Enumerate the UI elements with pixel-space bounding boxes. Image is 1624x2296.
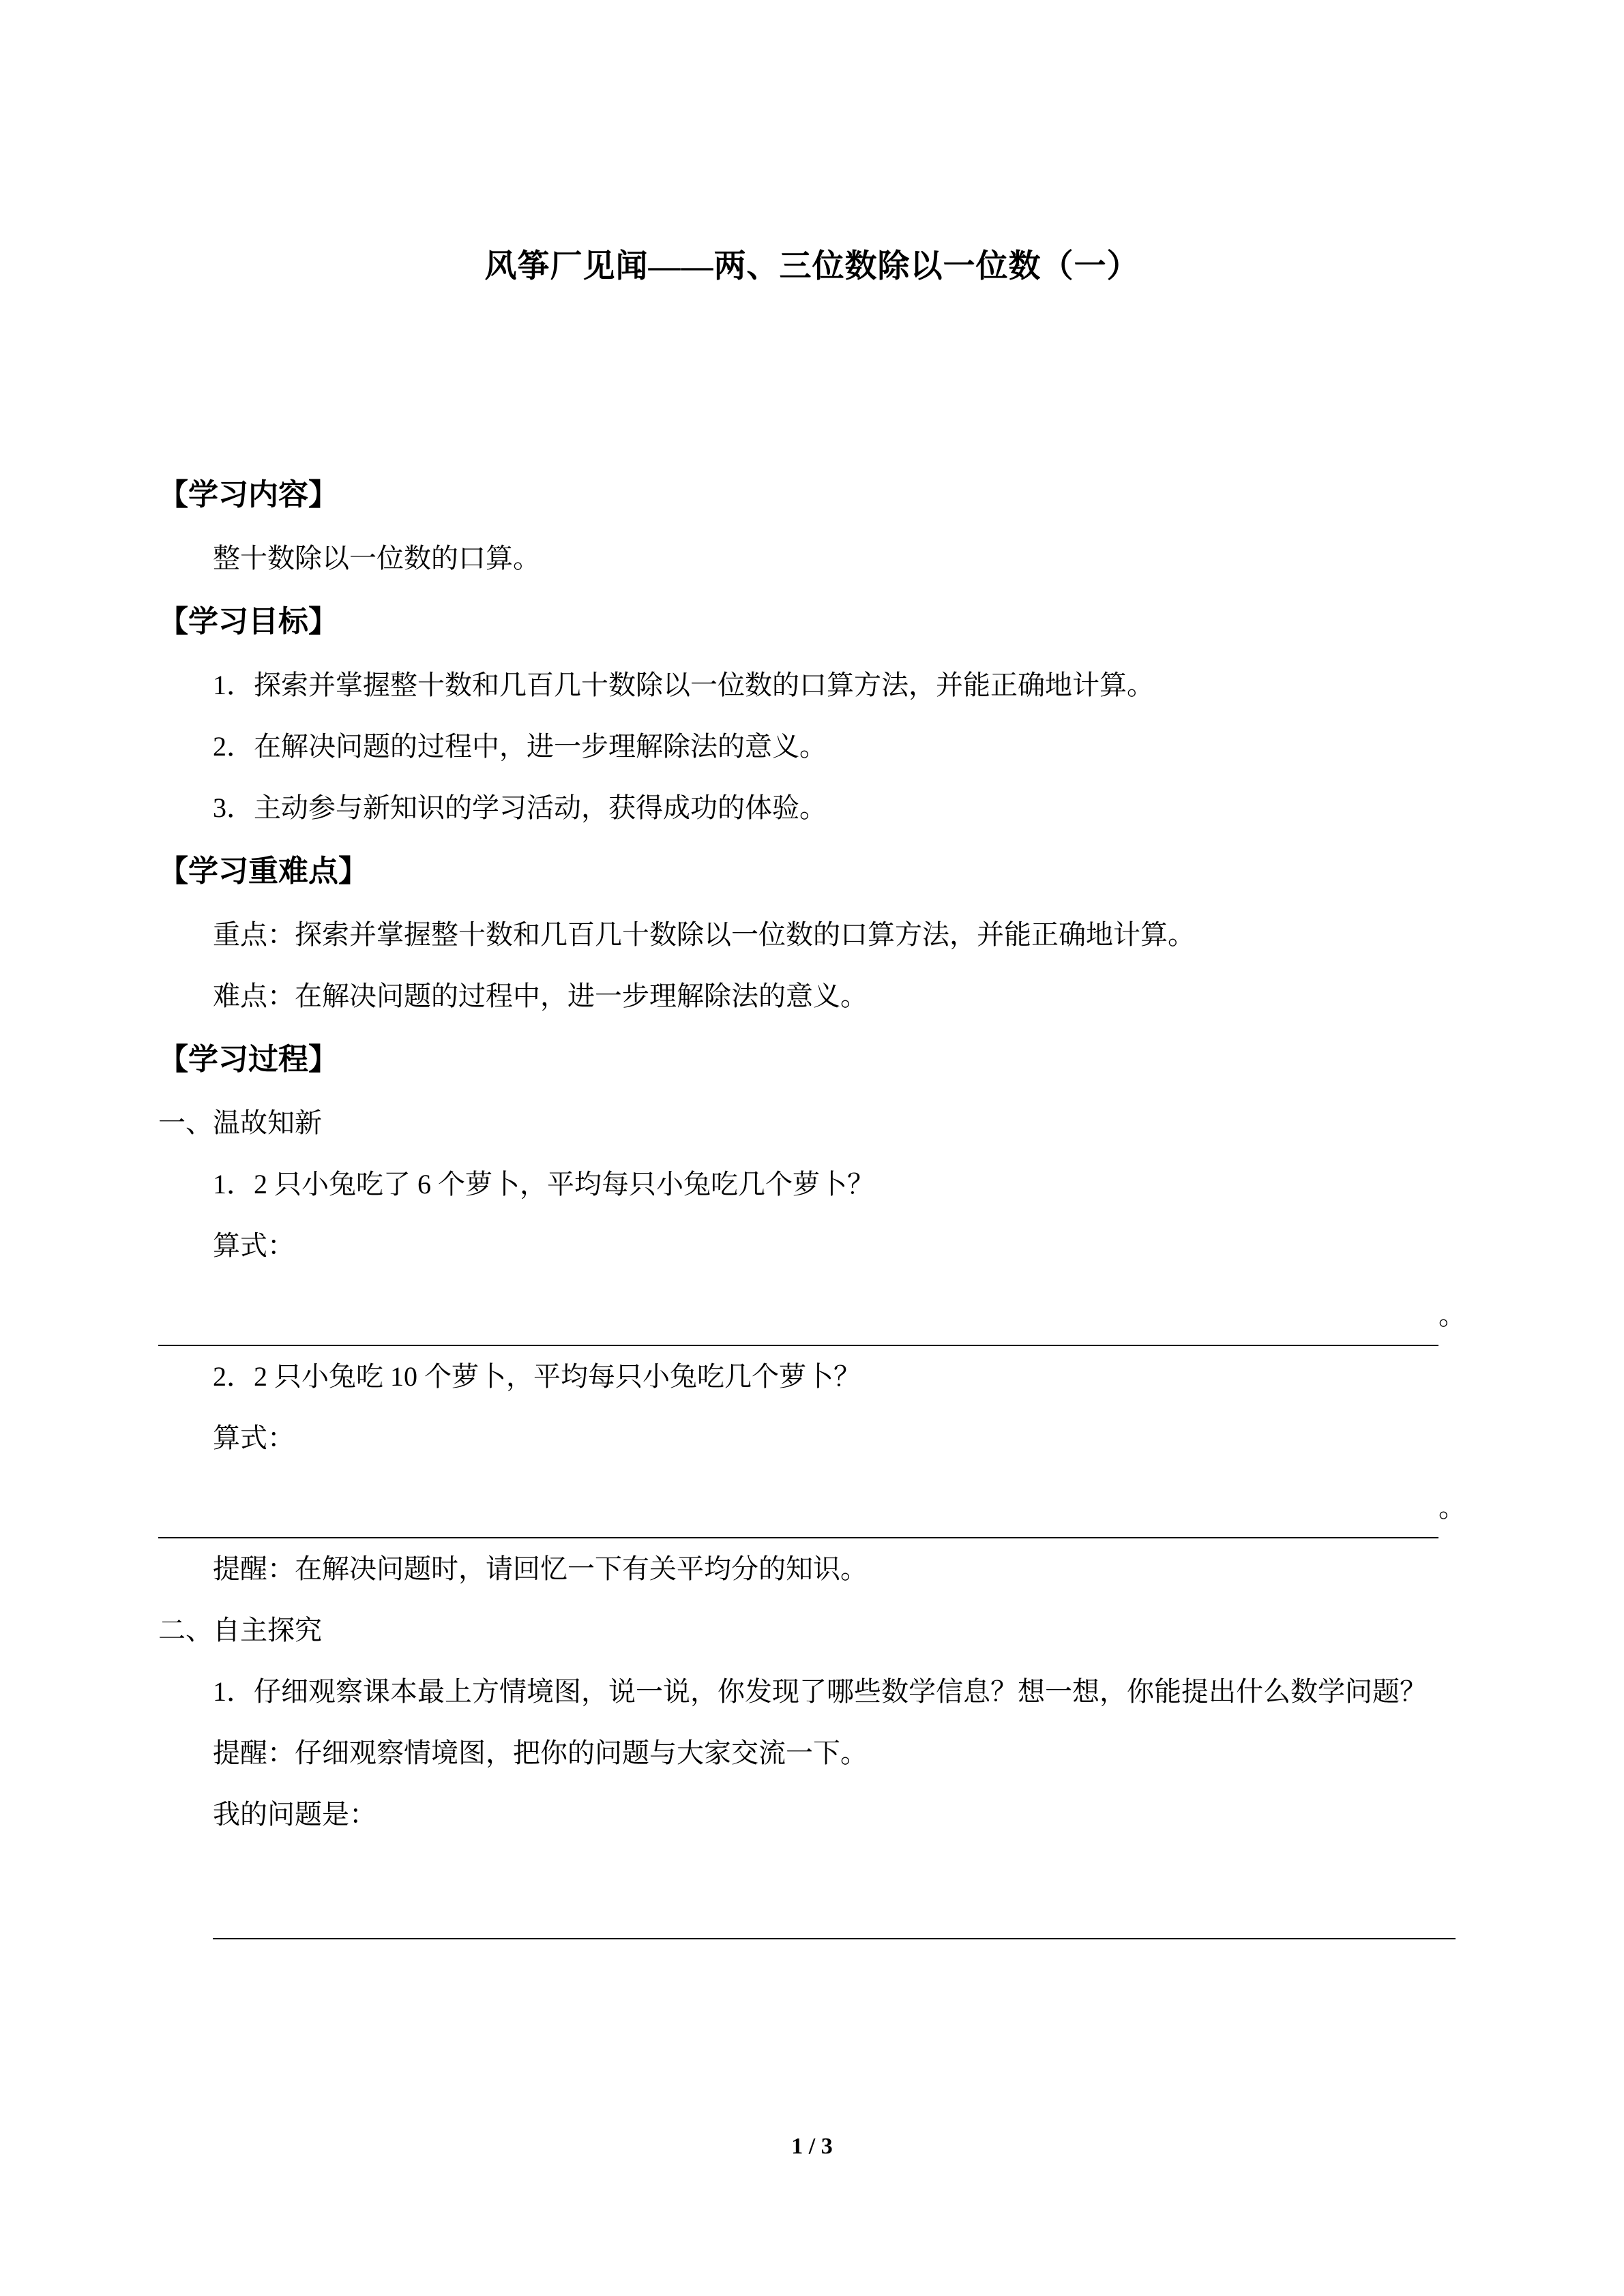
answer-blank-row-1 — [158, 1285, 1466, 1346]
doc-title: 风筝厂见闻——两、三位数除以一位数（一） — [484, 249, 1140, 284]
section-header-key-points: 【学习重难点】 — [158, 854, 368, 889]
section-header-learning-content: 【学习内容】 — [158, 478, 338, 512]
part-title-review: 一、温故知新 — [158, 1107, 322, 1139]
page-footer: 1 / 3 — [791, 2134, 833, 2159]
reminder-text-2: 提醒：仔细观察情境图，把你的问题与大家交流一下。 — [213, 1738, 868, 1769]
key-point-item-2: 难点：在解决问题的过程中，进一步理解除法的意义。 — [213, 981, 868, 1012]
section-header-learning-process: 【学习过程】 — [158, 1043, 338, 1077]
section-header-learning-goals: 【学习目标】 — [158, 605, 338, 639]
question-1-text: 1．2 只小兔吃了 6 个萝卜，平均每只小兔吃几个萝卜？ — [213, 1169, 874, 1200]
my-question-blank-row — [158, 1894, 1466, 1939]
question-2-text: 2．2 只小兔吃 10 个萝卜，平均每只小兔吃几个萝卜？ — [213, 1361, 861, 1392]
goal-item-2: 2．在解决问题的过程中，进一步理解除法的意义。 — [213, 731, 827, 762]
learning-content-text: 整十数除以一位数的口算。 — [213, 543, 540, 574]
reminder-text-1: 提醒：在解决问题时，请回忆一下有关平均分的知识。 — [213, 1553, 868, 1585]
answer-blank-row-2 — [158, 1477, 1466, 1538]
key-point-item-1: 重点：探索并掌握整十数和几百几十数除以一位数的口算方法，并能正确地计算。 — [213, 919, 1195, 951]
formula-label-2: 算式： — [213, 1422, 295, 1454]
formula-label-1: 算式： — [213, 1230, 295, 1262]
blank-period-1: 。 — [1438, 1300, 1466, 1331]
part-title-explore: 二、自主探究 — [158, 1615, 322, 1646]
goal-item-1: 1．探索并掌握整十数和几百几十数除以一位数的口算方法，并能正确地计算。 — [213, 670, 1154, 701]
my-question-label: 我的问题是： — [213, 1799, 377, 1830]
blank-period-2: 。 — [1438, 1492, 1466, 1523]
goal-item-3: 3．主动参与新知识的学习活动，获得成功的体验。 — [213, 792, 827, 824]
answer-blank-line-2 — [158, 1493, 1438, 1538]
my-question-blank-line — [213, 1894, 1456, 1939]
answer-blank-line-1 — [158, 1301, 1438, 1346]
question-3-text: 1．仔细观察课本最上方情境图，说一说，你发现了哪些数学信息？想一想，你能提出什么数学问题？ — [213, 1676, 1427, 1708]
